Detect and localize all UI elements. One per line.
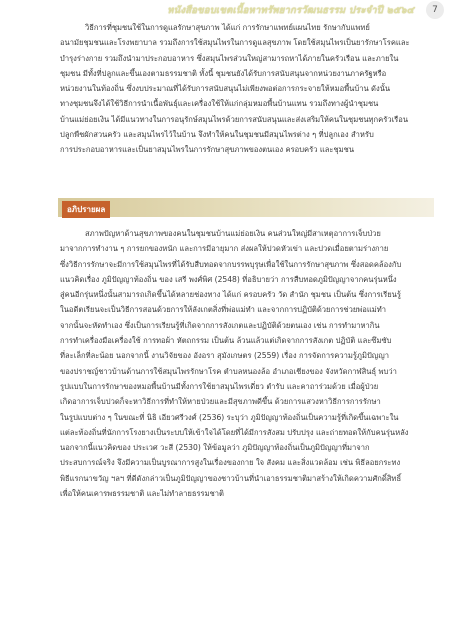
text-line: การทำเครื่องมือเครื่องใช้ การทอผ้า หัตถกรรม เป็นต้น ล้วนแล้วแต่เกิดจากการสังเกต ปฏิบัติ และซึมซับ (60, 336, 392, 346)
text-line: สู่คนอีกรุ่นหนึ่งนั้นสามารถเกิดขึ้นได้หลายช่องทาง ได้แก่ ครอบครัว วัด สำนัก ชุมชน เป็นต้น ซึ่งการเรียนรู้ (60, 290, 401, 300)
text-line: บ้านแม่ย่อยเงิน ได้มีแนวทางในการอนุรักษ์สมุนไพรด้วยการสนับสนุนและส่งเสริมให้คนในชุมชนทุกครัวเรือน (60, 114, 409, 124)
text-line: เพื่อให้คนเคารพธรรมชาติ และไม่ทำลายธรรมชาติ (60, 489, 224, 499)
text-line: ซึ่งวิธีการรักษาจะมีการใช้สมุนไพรที่ได้รับสืบทอดจากบรรพบุรุษเพื่อใช้ในการรักษาสุขภาพ ซึ่งสอดคล้องกับ (60, 259, 402, 269)
page-number: 7 (426, 1, 444, 19)
text-line: วิธีการที่ชุมชนใช้ในการดูแลรักษาสุขภาพ ได้แก่ การรักษาแพทย์แผนไทย รักษากับแพทย์ (85, 23, 370, 32)
text-line: หน่วยงานในท้องถิ่น ซึ่งงบประมาณที่ได้รับการสนับสนุนไม่เพียงพอต่อการกระจายให้หมอพื้นบ้าน ดังนั้น (60, 84, 391, 94)
section-heading: อภิปรายผล (62, 201, 110, 218)
discussion-paragraph (60, 226, 432, 501)
text-line: ที่ละเล็กที่ละน้อย นอกจากนี้ งานวิจัยของ อังอรา สุมังเกษตร (2559) เรื่อง การจัดการความรู้ภูมิปัญญา (60, 351, 389, 361)
text-line: สภาพปัญหาด้านสุขภาพของคนในชุมชนบ้านแม่ย่อยเงิน คนส่วนใหญ่มีสาเหตุอาการเจ็บป่วย (85, 229, 381, 238)
text-line: ในอดีตเรียนจะเป็นวิธีการสอนด้วยการให้ลังเกตสิ่งที่พ่อแม่ทำ และจากการปฏิบัติด้วยการช่วยพ่อแม่ทำ (60, 305, 387, 315)
section-heading-bar (58, 198, 434, 217)
text-line: ในรูปแบบต่าง ๆ ในขณะที่ นิธิ เอียวศรีวงศ์ (2536) ระบุว่า ภูมิปัญญาท้องถิ่นเป็นความรู้ที่เกิดขึ้นเฉพาะใน (60, 412, 399, 422)
text-line: นอกจากนี้แนวคิดของ ประเวศ วะสี (2530) ให้ข้อมูลว่า ภูมิปัญญาท้องถิ่นเป็นภูมิปัญญาที่มาจาก (60, 443, 370, 453)
intro-paragraph (60, 20, 432, 158)
page-header (0, 0, 452, 22)
text-line: บำรุงร่างกาย รวมถึงนำมาประกอบอาหาร ซึ่งสมุนไพรส่วนใหญ่สามารถหาได้ภายในครัวเรือน และภายใน (60, 53, 399, 63)
text-line: จากนั้นจะหัดทำเอง ซึ่งเป็นการเรียนรู้ที่เกิดจากการสังเกตและปฏิบัติด้วยตนเอง เช่น การทำมาหากิน (60, 320, 380, 330)
text-line: ประสบการณ์จริง จึงมีความเป็นบูรณาการสูงในเรื่องของกาย ใจ สังคม และสิ่งแวดล้อม เช่น พิธีลอยกระทง (60, 458, 401, 468)
text-line: ปลูกพืชผักสวนครัว และสมุนไพรไว้ในบ้าน จึงทำให้คนในชุมชนมีสมุนไพรต่าง ๆ ที่ปลูกเอง สำหรับ (60, 130, 374, 140)
text-line: แต่ละท้องถิ่นที่นักการโรงยางเป็นระบบให้เข้าใจได้โดยที่ได้มีการสังสม ปรับปรุง และถ่ายทอดให้กับคนรุ่นหลัง (60, 427, 409, 437)
text-line: รูปแบบในการรักษาของหมอพื้นบ้านมีทั้งการใช้ยาสมุนไพรเดี่ยว ตำรับ และคาถาร่วมด้วย เมื่อผู้ป่วย (60, 381, 379, 391)
header-title: หนังสือขอบเขตเนื้อหาทรัพยากรวัฒนธรรม ประจำปี ๒๕๖๔ (167, 5, 414, 16)
text-line: ชุมชน มีทั้งที่ปลูกและขึ้นเองตามธรรมชาติ ทั้งนี้ ชุมชนยังได้รับการสนับสนุนจากหน่วยงานภาครัฐหรือ (60, 68, 387, 78)
text-line: การประกอบอาหารและเป็นยาสมุนไพรในการรักษาสุขภาพของตนเอง ครอบครัว และชุมชน (60, 145, 355, 155)
text-line: มาจากการทำงาน ๆ การยกของหนัก และการมีอายุมาก ส่งผลให้ปวดหัวเข่า และปวดเมื่อยตามร่างกาย (60, 244, 389, 254)
text-line: พิธีแรกนาขวัญ ฯลฯ ที่ดีดังกล่าวเป็นภูมิปัญญาของชาวบ้านที่นำเอาธรรมชาติมาสร้างให้เกิดความศักดิ์สิทธิ์ (60, 473, 402, 483)
text-line: ของปราชญ์ชาวบ้านด้านการใช้สมุนไพรรักษาโรค ตำบลหนองล้อ อำเภอเชียงของ จังหวัดกาฬสินธุ์ พบว่า (60, 366, 397, 376)
text-line: เกิดอาการเจ็บปวดก็จะหาวิธีการที่ทำให้หายป่วยและมีสุขภาพดีขึ้น ด้วยการแสวงหาวิธีการการรักษา (60, 397, 381, 407)
text-line: แนวคิดเรื่อง ภูมิปัญญาท้องถิ่น ของ เสรี พงศ์พิศ (2548) ที่อธิบายว่า การสืบทอดภูมิปัญญาจากคนรุ่นหนึ่ง (60, 274, 397, 284)
text-line: ทางชุมชนจึงได้ใช้วิธีการนำเนื้อพันธุ์และเครื่องใช้ให้แก่กลุ่มหมอพื้นบ้านแทน รวมถึงทางผู้นำชุมชน (60, 99, 379, 109)
text-line: อนามัยชุมชนและโรงพยาบาล รวมถึงการใช้สมุนไพรในการดูแลสุขภาพ โดยใช้สมุนไพรเป็นยารักษาโรคและ (60, 38, 410, 48)
